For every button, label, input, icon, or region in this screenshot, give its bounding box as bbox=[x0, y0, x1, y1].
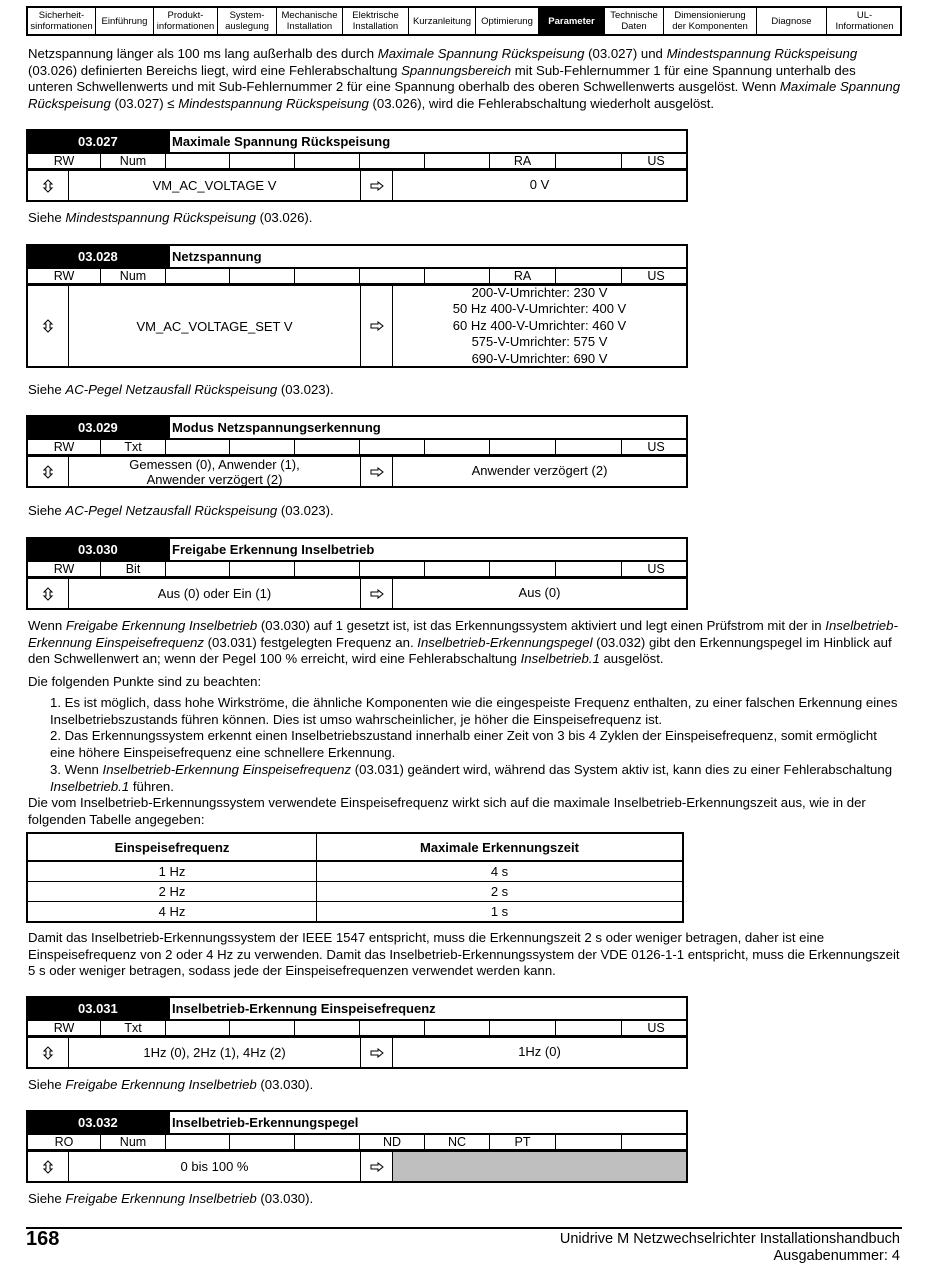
param-coding-cell bbox=[230, 440, 295, 455]
param-coding-row bbox=[26, 152, 688, 169]
nav-tab[interactable]: Elektrische Installation bbox=[343, 8, 409, 34]
param-name: Freigabe Erkennung Inselbetrieb bbox=[168, 539, 686, 560]
param-coding-cell: US bbox=[647, 269, 665, 283]
nav-tab[interactable]: Mechanische Installation bbox=[277, 8, 343, 34]
param-coding-cell bbox=[295, 562, 360, 577]
param-header bbox=[26, 244, 688, 267]
param-body bbox=[26, 577, 688, 610]
param-default bbox=[393, 1152, 686, 1181]
default-arrow-icon bbox=[361, 171, 393, 200]
param-coding-cell bbox=[230, 562, 295, 577]
param-coding-cell bbox=[230, 1135, 295, 1150]
nav-tab[interactable]: Sicherheit- sinformationen bbox=[28, 8, 96, 34]
nav-tab[interactable]: Technische Daten bbox=[605, 8, 664, 34]
param-range: 0 bis 100 % bbox=[69, 1152, 361, 1181]
param-coding-cell: Bit bbox=[101, 562, 166, 577]
param-table-03-029 bbox=[26, 415, 688, 488]
table-row bbox=[27, 902, 683, 923]
param-body bbox=[26, 284, 688, 368]
param-coding-cell bbox=[230, 154, 295, 169]
default-value: 60 Hz 400-V-Umrichter: 460 V bbox=[452, 317, 627, 333]
param-coding-cell bbox=[556, 154, 622, 169]
param-coding-row bbox=[26, 438, 688, 455]
param-number: 03.029 bbox=[28, 417, 168, 438]
param-default bbox=[393, 171, 686, 200]
range-icon bbox=[28, 171, 69, 200]
range-icon bbox=[28, 1038, 69, 1067]
column-header: Maximale Erkennungszeit bbox=[317, 833, 684, 861]
table-cell: 1 s bbox=[317, 902, 684, 923]
range-icon bbox=[28, 1152, 69, 1181]
see-also-03-032: Siehe Freigabe Erkennung Inselbetrieb (03.030). bbox=[28, 1191, 314, 1206]
param-coding-row bbox=[26, 1019, 688, 1036]
default-value: 200-V-Umrichter: 230 V bbox=[471, 284, 608, 300]
param-number: 03.028 bbox=[28, 246, 168, 267]
default-arrow-icon bbox=[361, 286, 393, 366]
param-table-03-027 bbox=[26, 129, 688, 202]
point-1: 1. Es ist möglich, dass hohe Wirkströme, die ähnliche Komponenten wie die eingespeiste Frequenz enthalten, zu einer falschen Erkennung eines Inselbetriebszustands führen können. Dies ist umso wahrscheinlicher, je höher die Einspeisefrequenz ist. bbox=[50, 695, 898, 727]
param-coding-cell bbox=[166, 1021, 230, 1036]
point-3: 3. Wenn Inselbetrieb-Erkennung Einspeisefrequenz (03.031) geändert wird, während das System aktiv ist, kann dies zu einer Fehlerabschaltung Inselbetrieb.1 führen. bbox=[50, 762, 893, 794]
param-coding-cell: Txt bbox=[101, 440, 166, 455]
param-coding-cell bbox=[360, 562, 425, 577]
freq-intro: Die vom Inselbetrieb-Erkennungssystem verwendete Einspeisefrequenz wirkt sich auf die maximale Inselbetrieb-Erkennungszeit aus, wie in der folgenden Tabelle angegeben: bbox=[28, 795, 866, 827]
param-name: Netzspannung bbox=[168, 246, 686, 267]
param-coding-cell: Num bbox=[101, 1135, 166, 1150]
nav-tab[interactable]: Kurzanleitung bbox=[409, 8, 476, 34]
table-cell: 2 Hz bbox=[27, 882, 317, 902]
param-coding-cell bbox=[166, 562, 230, 577]
default-arrow-icon bbox=[361, 1038, 393, 1067]
param-default bbox=[393, 457, 686, 486]
param-name: Maximale Spannung Rückspeisung bbox=[168, 131, 686, 152]
nav-tab[interactable]: Optimierung bbox=[476, 8, 539, 34]
param-coding-cell: RO bbox=[28, 1135, 101, 1150]
param-coding-cell bbox=[295, 1021, 360, 1036]
param-number: 03.027 bbox=[28, 131, 168, 152]
nav-tab[interactable]: Dimensionierung der Komponenten bbox=[664, 8, 757, 34]
param-coding-cell: RW bbox=[28, 1021, 101, 1036]
param-coding-cell bbox=[490, 562, 556, 577]
param-coding-cell: PT bbox=[490, 1135, 556, 1150]
default-arrow-icon bbox=[361, 457, 393, 486]
chapter-nav bbox=[26, 6, 902, 36]
nav-tab[interactable]: UL- Informationen bbox=[835, 10, 894, 32]
param-body bbox=[26, 1036, 688, 1069]
param-coding-cell bbox=[490, 440, 556, 455]
param-coding-cell: US bbox=[647, 154, 665, 168]
manual-title: Unidrive M Netzwechselrichter Installationshandbuch bbox=[559, 1231, 900, 1247]
param-coding-cell: RA bbox=[490, 269, 556, 284]
param-coding-cell bbox=[360, 154, 425, 169]
param-coding-cell bbox=[556, 1135, 622, 1150]
ieee-paragraph: Damit das Inselbetrieb-Erkennungssystem der IEEE 1547 entspricht, muss die Erkennungszeit 2 s oder weniger betragen, daher ist eine Einspeisefrequenz von 2 oder 4 Hz zu verwenden. Damit das Inselbetrieb-Erkennungssystem der VDE 0126-1-1 entspricht, muss die Erkennungszeit 5 s oder weniger betragen, sodass jede der Einspeisefrequenzen verwendet werden kann. bbox=[28, 930, 900, 978]
param-header bbox=[26, 1110, 688, 1133]
param-coding-row bbox=[26, 560, 688, 577]
param-coding-cell bbox=[425, 1021, 490, 1036]
param-coding-cell bbox=[360, 1021, 425, 1036]
param-table-03-030 bbox=[26, 537, 688, 610]
footer-title bbox=[560, 1231, 900, 1265]
param-header bbox=[26, 996, 688, 1019]
param-range: 1Hz (0), 2Hz (1), 4Hz (2) bbox=[69, 1038, 361, 1067]
nav-tab[interactable]: Diagnose bbox=[757, 8, 827, 34]
param-coding-cell: RW bbox=[28, 562, 101, 577]
param-coding-cell bbox=[166, 440, 230, 455]
param-body bbox=[26, 169, 688, 202]
param-coding-cell bbox=[166, 1135, 230, 1150]
table-cell: 4 Hz bbox=[27, 902, 317, 923]
param-body bbox=[26, 455, 688, 488]
param-default bbox=[393, 579, 686, 608]
param-number: 03.032 bbox=[28, 1112, 168, 1133]
param-coding-cell: US bbox=[647, 562, 665, 576]
param-range: Gemessen (0), Anwender (1), Anwender verzögert (2) bbox=[69, 457, 361, 486]
param-coding-cell bbox=[295, 154, 360, 169]
default-value: 50 Hz 400-V-Umrichter: 400 V bbox=[452, 301, 627, 317]
param-coding-cell: US bbox=[647, 440, 665, 454]
param-coding-cell bbox=[166, 154, 230, 169]
table-cell: 1 Hz bbox=[27, 861, 317, 882]
see-also-03-031: Siehe Freigabe Erkennung Inselbetrieb (03.030). bbox=[28, 1077, 314, 1092]
default-value: 575-V-Umrichter: 575 V bbox=[471, 334, 608, 350]
nav-tab[interactable]: Parameter bbox=[539, 8, 605, 34]
param-header bbox=[26, 129, 688, 152]
param-number: 03.030 bbox=[28, 539, 168, 560]
default-value: 0 V bbox=[529, 177, 550, 193]
param-table-03-032 bbox=[26, 1110, 688, 1183]
param-coding-row bbox=[26, 1133, 688, 1150]
nav-tab[interactable]: Produkt- informationen bbox=[154, 8, 218, 34]
param-coding-cell bbox=[230, 1021, 295, 1036]
param-coding-cell bbox=[295, 440, 360, 455]
param-table-03-028 bbox=[26, 244, 688, 368]
param-coding-cell bbox=[556, 440, 622, 455]
param-coding-cell bbox=[556, 269, 622, 284]
table-cell: 4 s bbox=[317, 861, 684, 882]
edition-number: Ausgabenummer: 4 bbox=[773, 1248, 900, 1264]
param-default bbox=[393, 1038, 686, 1067]
param-coding-cell bbox=[425, 562, 490, 577]
param-coding-row bbox=[26, 267, 688, 284]
range-icon bbox=[28, 457, 69, 486]
default-value: Aus (0) bbox=[518, 585, 561, 601]
paragraph-03-030: Wenn Freigabe Erkennung Inselbetrieb (03.030) auf 1 gesetzt ist, ist das Erkennungssystem aktiviert und legt einen Prüfstrom mit der in Inselbetrieb-Erkennung Einspeisefrequenz (03.031) festgelegten Frequenz an. Inselbetrieb-Erkennungspegel (03.032) gibt den Erkennungspegel im Hinblick auf den Schwellenwert an; wenn der Pegel 100 % erreicht, wird eine Fehlerabschaltung Inselbetrieb.1 ausgelöst. bbox=[28, 618, 898, 666]
table-row bbox=[27, 882, 683, 902]
default-arrow-icon bbox=[361, 1152, 393, 1181]
table-cell: 2 s bbox=[317, 882, 684, 902]
param-coding-cell bbox=[425, 440, 490, 455]
param-coding-cell: RW bbox=[28, 440, 101, 455]
range-icon bbox=[28, 579, 69, 608]
param-coding-cell bbox=[490, 1021, 556, 1036]
default-value: 1Hz (0) bbox=[518, 1044, 561, 1060]
points-intro: Die folgenden Punkte sind zu beachten: bbox=[28, 674, 262, 689]
param-coding-cell bbox=[360, 269, 425, 284]
param-coding-cell bbox=[166, 269, 230, 284]
param-coding-cell: RW bbox=[28, 154, 101, 169]
param-coding-cell bbox=[556, 1021, 622, 1036]
default-arrow-icon bbox=[361, 579, 393, 608]
param-coding-cell: Num bbox=[101, 269, 166, 284]
param-coding-cell bbox=[295, 1135, 360, 1150]
param-header bbox=[26, 537, 688, 560]
param-name: Inselbetrieb-Erkennungspegel bbox=[168, 1112, 686, 1133]
default-value: Anwender verzögert (2) bbox=[471, 463, 608, 479]
param-coding-cell bbox=[360, 440, 425, 455]
intro-paragraph: Netzspannung länger als 100 ms lang außerhalb des durch Maximale Spannung Rückspeisung (03.027) und Mindestspannung Rückspeisung (03.026) definierten Bereichs liegt, wird eine Fehlerabschaltung Spannungsbereich mit Sub-Fehlernummer 1 für eine Spannung unterhalb des unteren Schwellenwerts und mit Sub-Fehlernummer 2 für eine Spannung oberhalb des oberen Schwellenwerts ausgelöst. Wenn Maximale Spannung Rückspeisung (03.027) ≤ Mindestspannung Rückspeisung (03.026), wird die Fehlerabschaltung wiederholt ausgelöst. bbox=[28, 46, 901, 111]
table-row bbox=[27, 861, 683, 882]
range-icon bbox=[28, 286, 69, 366]
param-coding-cell: NC bbox=[425, 1135, 490, 1150]
frequency-table bbox=[26, 832, 684, 923]
param-name: Inselbetrieb-Erkennung Einspeisefrequenz bbox=[168, 998, 686, 1019]
param-coding-cell bbox=[425, 154, 490, 169]
param-coding-cell bbox=[295, 269, 360, 284]
param-coding-cell: Num bbox=[101, 154, 166, 169]
param-coding-cell: Txt bbox=[101, 1021, 166, 1036]
footer-divider bbox=[26, 1227, 902, 1229]
param-default bbox=[393, 286, 686, 366]
see-also-03-027: Siehe Mindestspannung Rückspeisung (03.026). bbox=[28, 210, 313, 225]
param-coding-cell bbox=[230, 269, 295, 284]
page-number: 168 bbox=[26, 1228, 60, 1250]
point-2: 2. Das Erkennungssystem erkennt einen Inselbetriebszustand innerhalb einer Zeit von 3 bis 4 Zyklen der Einspeisefrequenz, somit ermöglicht eine höhere Einspeisefrequenz eine schnellere Erkennung. bbox=[50, 728, 877, 760]
param-coding-cell: RA bbox=[490, 154, 556, 169]
default-value: 690-V-Umrichter: 690 V bbox=[471, 350, 608, 366]
param-coding-cell: ND bbox=[360, 1135, 425, 1150]
param-name: Modus Netzspannungserkennung bbox=[168, 417, 686, 438]
param-coding-cell: RW bbox=[28, 269, 101, 284]
nav-tab[interactable]: Einführung bbox=[96, 8, 154, 34]
param-header bbox=[26, 415, 688, 438]
param-coding-cell bbox=[556, 562, 622, 577]
param-table-03-031 bbox=[26, 996, 688, 1069]
column-header: Einspeisefrequenz bbox=[27, 833, 317, 861]
nav-tab[interactable]: System- auslegung bbox=[218, 8, 277, 34]
see-also-03-029: Siehe AC-Pegel Netzausfall Rückspeisung (03.023). bbox=[28, 503, 334, 518]
param-coding-cell bbox=[622, 1135, 690, 1150]
param-number: 03.031 bbox=[28, 998, 168, 1019]
param-coding-cell bbox=[425, 269, 490, 284]
param-body bbox=[26, 1150, 688, 1183]
param-range: Aus (0) oder Ein (1) bbox=[69, 579, 361, 608]
param-range: VM_AC_VOLTAGE V bbox=[69, 171, 361, 200]
see-also-03-028: Siehe AC-Pegel Netzausfall Rückspeisung (03.023). bbox=[28, 382, 334, 397]
param-range: VM_AC_VOLTAGE_SET V bbox=[69, 286, 361, 366]
param-coding-cell: US bbox=[647, 1021, 665, 1035]
